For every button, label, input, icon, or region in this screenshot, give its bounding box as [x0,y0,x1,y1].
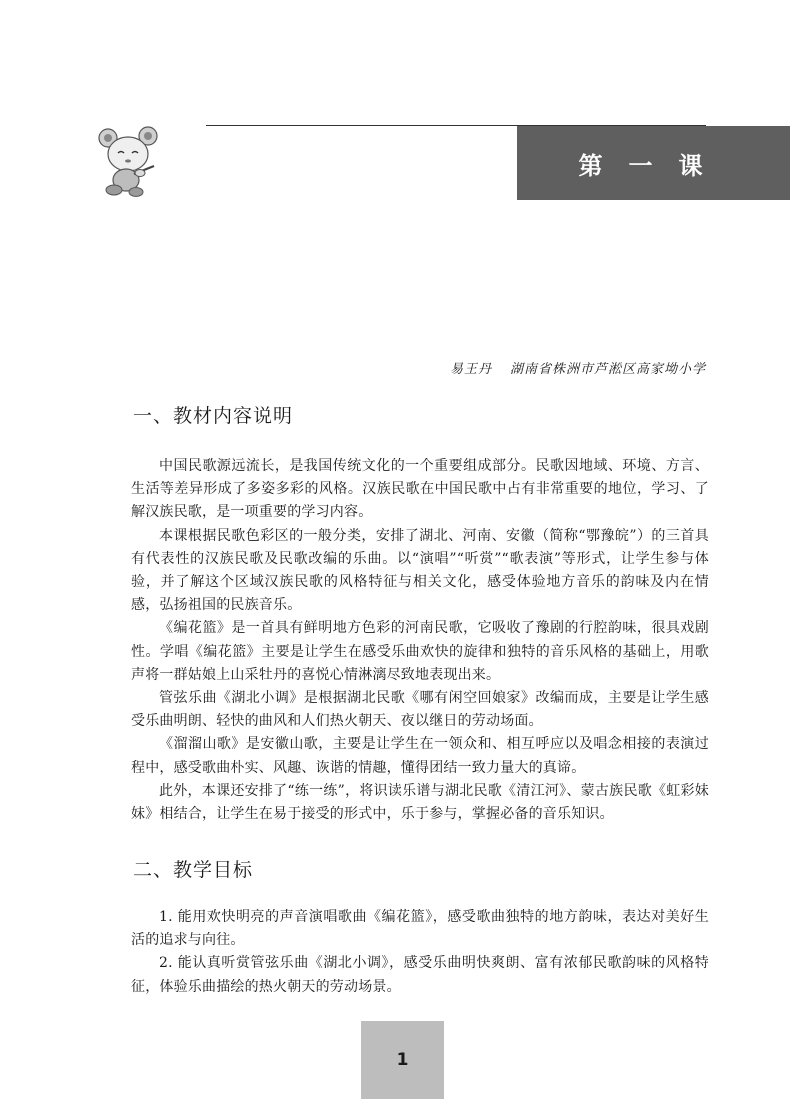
page-number: 1 [396,1050,409,1070]
paragraph: 本课根据民歌色彩区的一般分类，安排了湖北、河南、安徽（简称“鄂豫皖”）的三首具有代表性的汉族民歌及民歌改编的乐曲。以“演唱”“听赏”“歌表演”等形式，让学生参与体验，并了解这个区域汉族民歌的风格特征与相关文化，感受体验地方音乐的韵味及内在情感，弘扬祖国的民族音乐。 [131,527,709,614]
page-number-tab [361,1021,444,1099]
paragraph: 此外，本课还安排了“练一练”，将识读乐谱与湖北民歌《清江河》、蒙古族民歌《虹彩妹妹》相结合，让学生在易于接受的形式中，乐于参与，掌握必备的音乐知识。 [131,782,709,823]
author-name: 易王丹 [449,362,492,377]
section-body-materials [131,455,709,826]
section-body-objectives [131,906,709,999]
lesson-title-box [517,126,790,200]
paragraph: 中国民歌源远流长，是我国传统文化的一个重要组成部分。民歌因地域、环境、方言、生活等差异形成了多姿多彩的风格。汉族民歌在中国民歌中占有非常重要的地位，学习、了解汉族民歌，是一项重要的学习内容。 [131,458,709,521]
paragraph: 2. 能认真听赏管弦乐曲《湖北小调》，感受乐曲明快爽朗、富有浓郁民歌韵味的风格特征，体验乐曲描绘的热火朝天的劳动场景。 [131,955,709,995]
paragraph: 1. 能用欢快明亮的声音演唱歌曲《编花篮》，感受歌曲独特的地方韵味，表达对美好生活的追求与向往。 [131,909,709,949]
paragraph: 《溜溜山歌》是安徽山歌，主要是让学生在一领众和、相互呼应以及唱念相接的表演过程中，感受歌曲朴实、风趣、诙谐的情趣，懂得团结一致力量大的真谛。 [131,736,709,776]
paragraph: 《编花篮》是一首具有鲜明地方色彩的河南民歌，它吸收了豫剧的行腔韵味，很具戏剧性。学唱《编花篮》主要是让学生在感受乐曲欢快的旋律和独特的音乐风格的基础上，用歌声将一群姑娘上山采牡丹的喜悦心情淋漓尽致地表现出来。 [131,620,709,683]
author-affiliation: 湖南省株洲市芦淞区高家坳小学 [509,362,706,377]
cartoon-mascot-icon [96,126,162,198]
section-heading-objectives: 二、教学目标 [133,859,254,881]
author-line [320,358,706,377]
section-heading-materials: 一、教材内容说明 [133,405,294,427]
paragraph: 管弦乐曲《湖北小调》是根据湖北民歌《哪有闲空回娘家》改编而成，主要是让学生感受乐曲明朗、轻快的曲风和人们热火朝天、夜以继日的劳动场面。 [131,690,709,730]
lesson-title: 第一课 [578,151,729,180]
